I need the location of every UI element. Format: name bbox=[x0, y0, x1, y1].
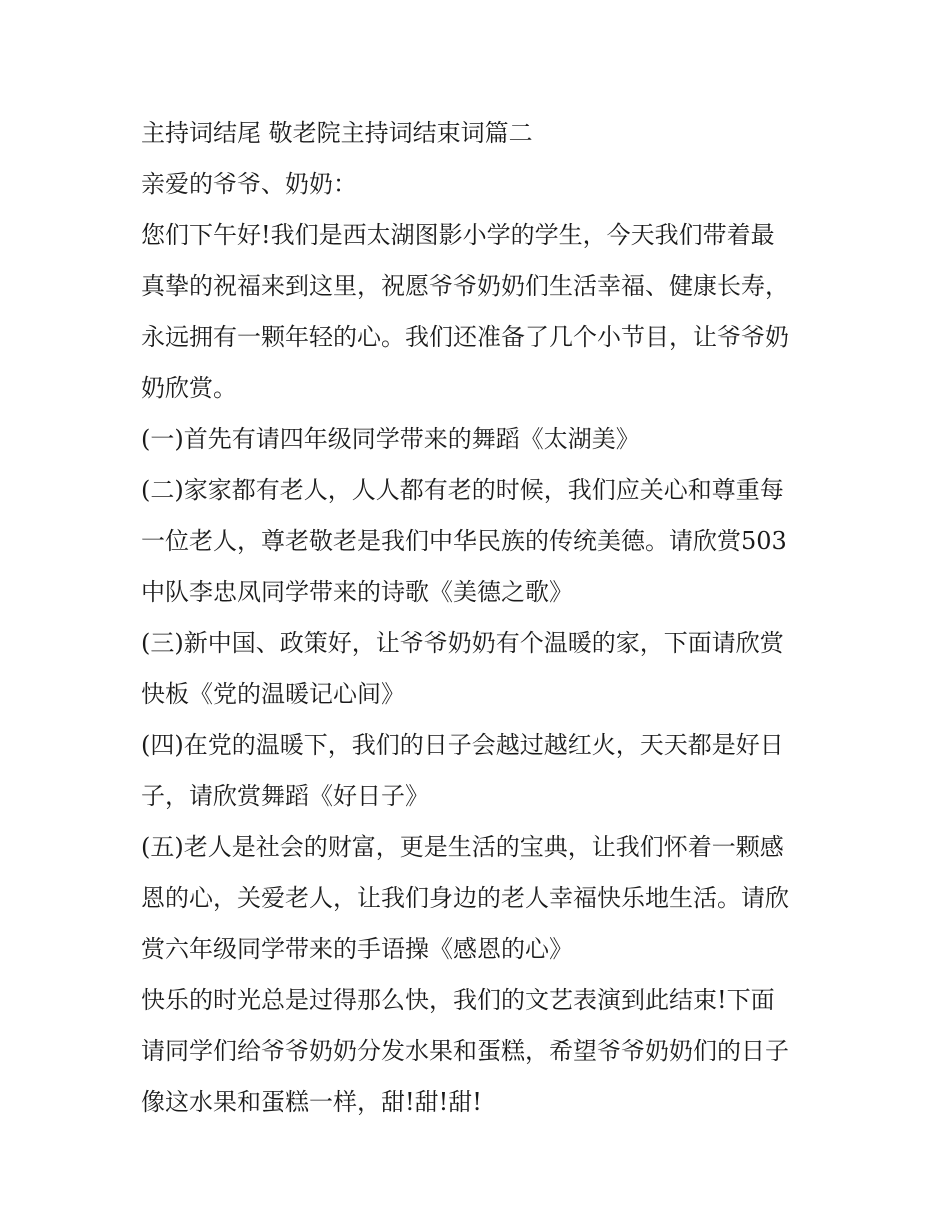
program-item-5: (五)老人是社会的财富，更是生活的宝典，让我们怀着一颗感 bbox=[141, 833, 784, 861]
greeting-line: 亲爱的爷爷、奶奶： bbox=[141, 170, 357, 198]
text-line: 恩的心，关爱老人，让我们身边的老人幸福快乐地生活。请欣 bbox=[141, 884, 789, 912]
program-item-4: (四)在党的温暖下，我们的日子会越过越红火，天天都是好日 bbox=[141, 731, 784, 759]
text-line: 赏六年级同学带来的手语操《感恩的心》 bbox=[141, 935, 573, 963]
text-line: 永远拥有一颗年轻的心。我们还准备了几个小节目，让爷爷奶 bbox=[141, 323, 789, 351]
document-title: 主持词结尾 敬老院主持词结束词篇二 bbox=[141, 119, 533, 147]
document-body bbox=[141, 108, 816, 1128]
text-line: 您们下午好!我们是西太湖图影小学的学生，今天我们带着最 bbox=[141, 221, 775, 249]
text-line: 真挚的祝福来到这里，祝愿爷爷奶奶们生活幸福、健康长寿， bbox=[141, 272, 789, 300]
closing-line: 快乐的时光总是过得那么快，我们的文艺表演到此结束!下面 bbox=[141, 986, 775, 1014]
program-item-3: (三)新中国、政策好，让爷爷奶奶有个温暖的家，下面请欣赏 bbox=[141, 629, 784, 657]
program-item-2: (二)家家都有老人，人人都有老的时候，我们应关心和尊重每 bbox=[141, 476, 784, 504]
text-line: 像这水果和蛋糕一样，甜!甜!甜! bbox=[141, 1088, 482, 1116]
text-line: 一位老人，尊老敬老是我们中华民族的传统美德。请欣赏503 bbox=[141, 527, 787, 555]
text-line: 奶欣赏。 bbox=[141, 374, 237, 402]
text-line: 请同学们给爷爷奶奶分发水果和蛋糕，希望爷爷奶奶们的日子 bbox=[141, 1037, 789, 1065]
program-item-1: (一)首先有请四年级同学带来的舞蹈《太湖美》 bbox=[141, 425, 640, 453]
text-line: 子，请欣赏舞蹈《好日子》 bbox=[141, 782, 429, 810]
text-line: 中队李忠凤同学带来的诗歌《美德之歌》 bbox=[141, 578, 573, 606]
text-line: 快板《党的温暖记心间》 bbox=[141, 680, 405, 708]
